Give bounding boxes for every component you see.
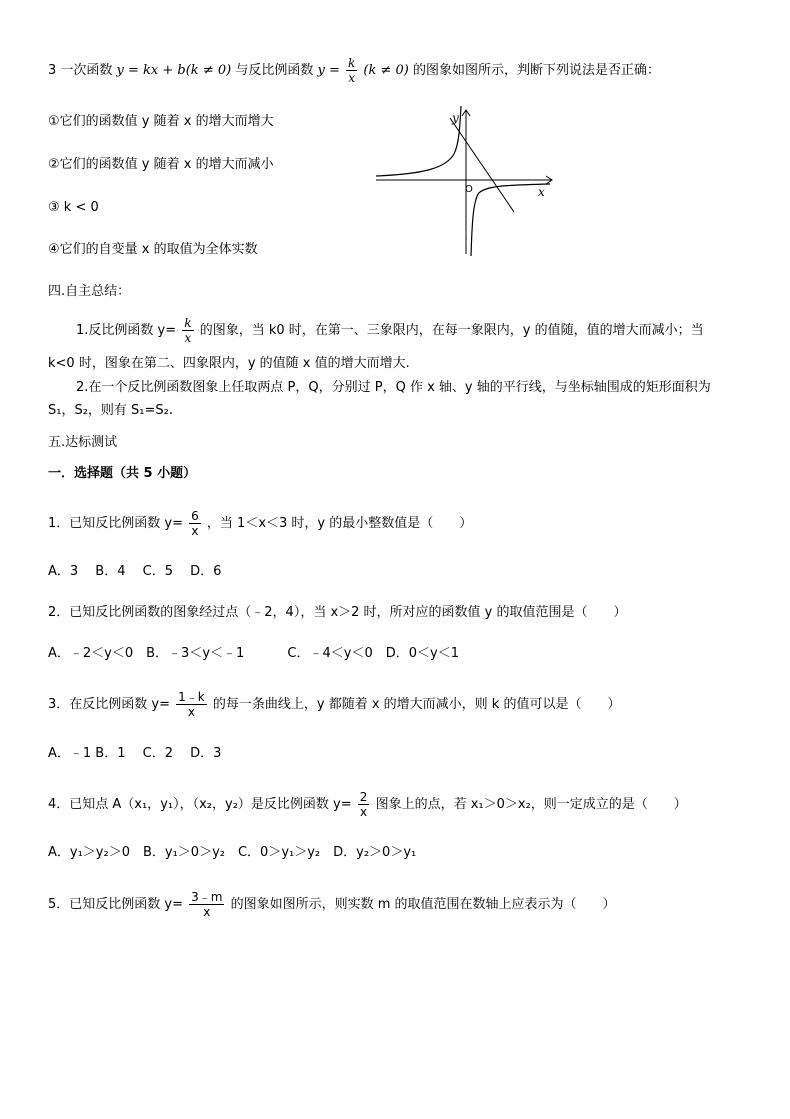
q3-eq1: y = kx + b(k ≠ 0) [116, 63, 232, 78]
question-4 [48, 790, 687, 819]
fraction-denominator: x [191, 524, 199, 538]
statement-3: ③ k < 0 [48, 200, 99, 215]
question-fraction [189, 509, 201, 538]
question-4-options: A．y₁＞y₂＞0 B．y₁＞0＞y₂ C．0＞y₁＞y₂ D．y₂＞0＞y₁ [48, 845, 417, 860]
hyperbola-upper-branch [376, 106, 461, 176]
q3-mid: 与反比例函数 [235, 63, 314, 78]
y-axis-label: y [452, 111, 459, 125]
fraction-numerator: 2 [359, 790, 368, 804]
fraction-numerator: k [348, 56, 356, 70]
q3-pre: 3 一次函数 [48, 63, 113, 78]
q3-intro [48, 56, 660, 85]
question-2-options: A．﹣2＜y＜0 B．﹣3＜y＜﹣1 C．﹣4＜y＜0 D．0＜y＜1 [48, 646, 459, 661]
summary-p1-line2: k<0 时，图象在第二、四象限内，y 的值随 x 值的增大而增大. [48, 356, 410, 371]
section4-title: 四.自主总结： [48, 284, 131, 299]
statement-2: ②它们的函数值 y 随着 x 的增大而减小 [48, 157, 274, 172]
question-1 [48, 509, 472, 538]
fraction-numerator: 3﹣m [191, 890, 223, 904]
section5-subtitle: 一．选择题（共 5 小题） [48, 466, 197, 481]
fraction-denominator: x [360, 805, 368, 819]
fraction-numerator: k [184, 316, 192, 330]
function-graph [374, 104, 559, 262]
summary-p2-line2: S₁，S₂，则有 S₁=S₂. [48, 403, 174, 418]
question-text: 的每一条曲线上，y 都随着 x 的增大而减小，则 k 的值可以是（ ） [212, 697, 621, 712]
question-text: 4．已知点 A（x₁，y₁），（x₂，y₂）是反比例函数 y= [48, 797, 352, 812]
question-fraction [176, 690, 207, 719]
question-5 [48, 890, 616, 919]
question-fraction [358, 790, 370, 819]
statement-4: ④它们的自变量 x 的取值为全体实数 [48, 242, 258, 257]
statement-1: ①它们的函数值 y 随着 x 的增大而增大 [48, 114, 274, 129]
question-text: 3．在反比例函数 y= [48, 697, 170, 712]
question-text: 5．已知反比例函数 y= [48, 897, 183, 912]
summary-p1-pre: 1.反比例函数 y= [76, 323, 177, 338]
question-1-options: A．3 B．4 C．5 D．6 [48, 564, 222, 579]
question-text: 图象上的点，若 x₁＞0＞x₂，则一定成立的是（ ） [375, 797, 687, 812]
x-axis-label: x [538, 185, 545, 199]
fraction-denominator: x [184, 331, 192, 345]
question-3-options: A．﹣1 B．1 C．2 D．3 [48, 746, 222, 761]
question-2: 2．已知反比例函数的图象经过点（﹣2，4），当 x＞2 时，所对应的函数值 y 的取值范围是（ ） [48, 605, 627, 620]
q3-eq2-right: (k ≠ 0) [363, 63, 409, 78]
question-text: 的图象如图所示，则实数 m 的取值范围在数轴上应表示为（ ） [230, 897, 616, 912]
summary-p1 [76, 316, 704, 345]
fraction-denominator: x [348, 71, 356, 85]
fraction-denominator: x [203, 905, 211, 919]
fraction-numerator: 1﹣k [178, 690, 205, 704]
summary-fraction [182, 316, 193, 345]
summary-p1-post: 的图象，当 k0 时，在第一、三象限内，在每一象限内，y 的值随，值的增大而减小；当 [199, 323, 704, 338]
origin-label: O [465, 184, 473, 195]
q3-fraction [346, 56, 357, 85]
question-fraction [189, 890, 224, 919]
question-3 [48, 690, 620, 719]
summary-p2-line1: 2.在一个反比例函数图象上任取两点 P，Q，分别过 P，Q 作 x 轴、y 轴的平行线，与坐标轴围成的矩形面积为 [76, 380, 711, 395]
question-text: 1．已知反比例函数 y= [48, 516, 183, 531]
question-text: ，当 1＜x＜3 时，y 的最小整数值是（ ） [206, 516, 473, 531]
q3-eq2-left: y = [317, 63, 340, 78]
q3-post: 的图象如图所示，判断下列说法是否正确： [413, 63, 661, 78]
section5-title: 五.达标测试 [48, 435, 118, 450]
fraction-numerator: 6 [191, 509, 199, 523]
linear-function-line [450, 118, 514, 212]
fraction-denominator: x [187, 705, 195, 719]
